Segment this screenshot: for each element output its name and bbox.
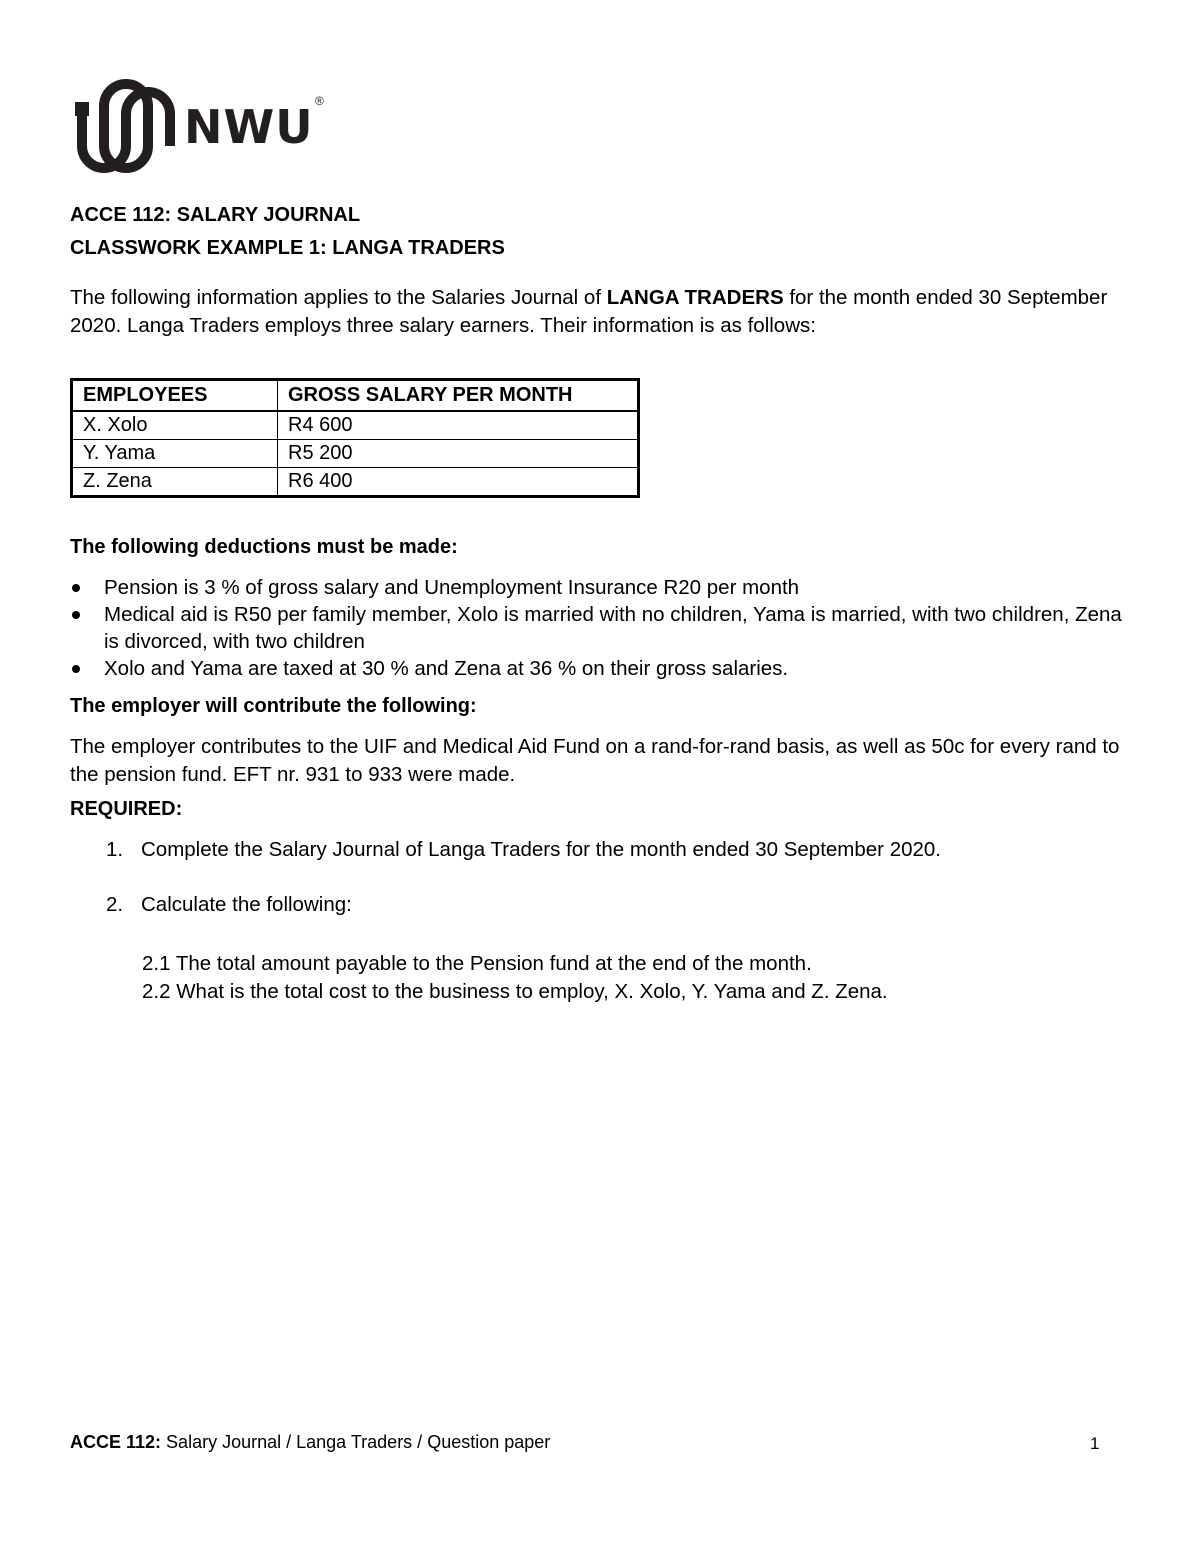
- document-subtitle: CLASSWORK EXAMPLE 1: LANGA TRADERS: [70, 237, 505, 259]
- company-name: LANGA TRADERS: [606, 286, 784, 309]
- employees-table: [70, 378, 640, 498]
- registered-mark: ®: [315, 94, 324, 108]
- required-subitems: [142, 950, 888, 1006]
- subitem: 2.2 What is the total cost to the business to employ, X. Xolo, Y. Yama and Z. Zena.: [142, 980, 888, 1003]
- intro-paragraph: [70, 284, 1130, 340]
- deductions-heading: The following deductions must be made:: [70, 536, 458, 558]
- list-item: [70, 574, 1140, 601]
- employer-heading: The employer will contribute the following:: [70, 695, 477, 717]
- table-header-row: [72, 380, 639, 412]
- required-item: [106, 838, 941, 862]
- bullet-icon: [72, 665, 80, 673]
- table-row: [72, 440, 639, 468]
- column-header-gross-salary: GROSS SALARY PER MONTH: [278, 380, 639, 412]
- list-item-text: Medical aid is R50 per family member, Xolo is married with no children, Yama is married, with two children, Zena is divorced, with two children: [104, 603, 1122, 653]
- intro-part2: for the month ended 30 September 2020. Langa Traders employs three salary earners. Their information is as follows:: [70, 286, 1108, 337]
- footer-text: Salary Journal / Langa Traders / Question paper: [161, 1432, 551, 1452]
- column-header-employees: EMPLOYEES: [72, 380, 278, 412]
- list-item: [70, 655, 1140, 682]
- bullet-icon: [72, 584, 80, 592]
- list-item-text: Xolo and Yama are taxed at 30 % and Zena at 36 % on their gross salaries.: [104, 657, 789, 680]
- bullet-icon: [72, 611, 80, 619]
- nwu-logo: [70, 72, 340, 178]
- employee-name: X. Xolo: [72, 411, 278, 440]
- page-footer: [70, 1432, 550, 1453]
- list-item: [70, 601, 1140, 655]
- required-heading: REQUIRED:: [70, 798, 183, 820]
- item-text: Calculate the following:: [141, 893, 352, 916]
- deductions-list: [70, 574, 1140, 682]
- gross-salary: R6 400: [278, 468, 639, 497]
- item-number: 1.: [106, 838, 124, 861]
- gross-salary: R5 200: [278, 440, 639, 468]
- item-text: Complete the Salary Journal of Langa Traders for the month ended 30 September 2020.: [141, 838, 942, 861]
- employee-name: Y. Yama: [72, 440, 278, 468]
- required-item: [106, 893, 352, 917]
- intro-part1: The following information applies to the Salaries Journal of: [70, 286, 607, 309]
- table-row: [72, 468, 639, 497]
- footer-course: ACCE 112:: [70, 1432, 162, 1452]
- document-title: ACCE 112: SALARY JOURNAL: [70, 204, 361, 226]
- nwu-emblem-icon: [70, 72, 182, 178]
- item-number: 2.: [106, 893, 124, 916]
- page-number: 1: [1090, 1434, 1100, 1453]
- gross-salary: R4 600: [278, 411, 639, 440]
- employee-name: Z. Zena: [72, 468, 278, 497]
- table-row: [72, 411, 639, 440]
- list-item-text: Pension is 3 % of gross salary and Unemployment Insurance R20 per month: [104, 576, 800, 599]
- subitem: 2.1 The total amount payable to the Pension fund at the end of the month.: [142, 952, 812, 975]
- logo-text: NWU: [184, 100, 314, 154]
- employer-paragraph: The employer contributes to the UIF and Medical Aid Fund on a rand-for-rand basis, as well as 50c for every rand to the pension fund. EFT nr. 931 to 933 were made.: [70, 735, 1120, 786]
